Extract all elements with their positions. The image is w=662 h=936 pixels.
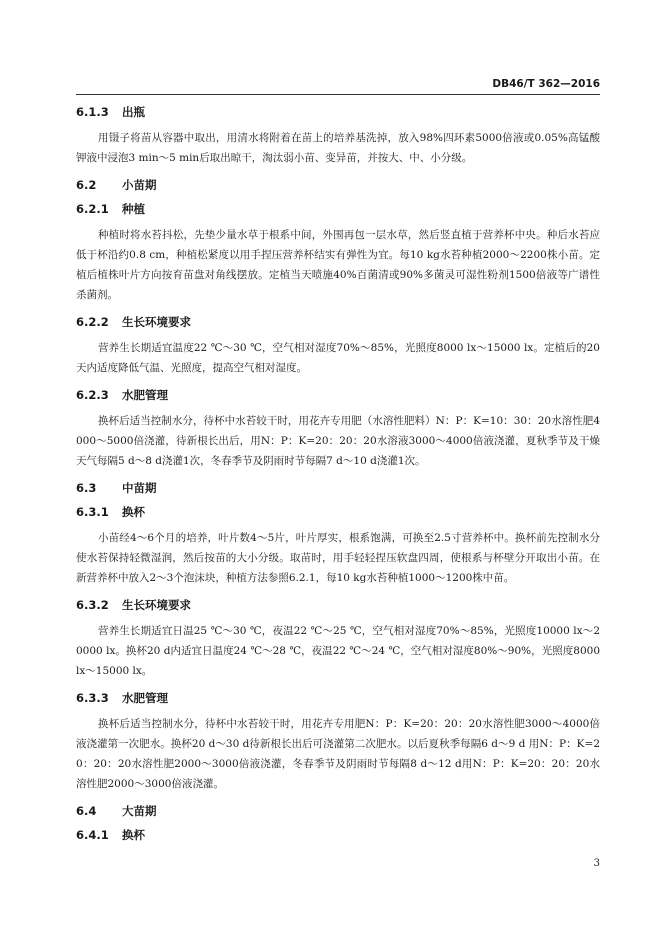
- section-title: 大苗期: [122, 804, 157, 818]
- section-paragraph: 营养生长期适宜日温25 ℃～30 ℃，夜温22 ℃～25 ℃，空气相对湿度70%～85%，光照度10000 lx～20000 lx。换杯20 d内适宜日温度24 ℃～28 ℃，夜温22 ℃～24 ℃，空气相对湿度80%～90%，光照度8000 lx～15000 lx。: [76, 625, 600, 677]
- section-title: 小苗期: [122, 178, 157, 192]
- section-paragraph: 种植时将水苔抖松，先垫少量水草于根系中间，外围再包一层水草，然后竖直植于营养杯中央。种后水苔应低于杯沿约0.8 cm，种植松紧度以用手捏压营养杯结实有弹性为宜。每10 kg水苔种植2000～2200株小苗。定植后植株叶片方向按育苗盘对角线摆放。定植当天喷施40%百菌清或90%多菌灵可湿性粉剂1500倍液等广谱性杀菌剂。: [76, 229, 600, 301]
- section-number: 6.2.2: [76, 315, 109, 329]
- section-paragraph: 营养生长期适宜温度22 ℃～30 ℃，空气相对湿度70%～85%，光照度8000 lx～15000 lx。定植后的20天内适度降低气温、光照度，提高空气相对湿度。: [76, 342, 600, 374]
- section-heading: [76, 480, 600, 496]
- section-heading: [76, 314, 600, 330]
- section-heading: [76, 803, 600, 819]
- section-title: 换杯: [122, 828, 145, 842]
- section-number: 6.2.3: [76, 388, 109, 402]
- section-title: 生长环境要求: [122, 598, 191, 612]
- section-heading: [76, 504, 600, 520]
- section-number: 6.4: [76, 804, 97, 818]
- section-number: 6.4.1: [76, 828, 109, 842]
- section-number: 6.3.2: [76, 598, 109, 612]
- section-heading: [76, 597, 600, 613]
- section-title: 水肥管理: [122, 388, 168, 402]
- page-number: 3: [593, 858, 600, 869]
- section-paragraph: 换杯后适当控制水分，待杯中水苔较干时，用花卉专用肥（水溶性肥料）N：P：K=10：30：20水溶性肥4000～5000倍浇灌，待新根长出后，用N：P：K=20：20：20水溶液3000～4000倍液浇灌，夏秋季节及干燥天气每隔5 d～8 d浇灌1次，冬春季节及阴雨时节每隔7 d～10 d浇灌1次。: [76, 415, 600, 467]
- section-heading: [76, 827, 600, 843]
- section-number: 6.3.1: [76, 505, 109, 519]
- section-title: 出瓶: [122, 105, 145, 119]
- section-number: 6.2: [76, 178, 97, 192]
- section-number: 6.1.3: [76, 105, 109, 119]
- section-title: 换杯: [122, 505, 145, 519]
- section-heading: [76, 201, 600, 217]
- section-number: 6.3: [76, 481, 97, 495]
- section-heading: [76, 104, 600, 120]
- section-title: 生长环境要求: [122, 315, 191, 329]
- section-number: 6.3.3: [76, 691, 109, 705]
- section-paragraph: 用镊子将苗从容器中取出，用清水将附着在苗上的培养基洗掉，放入98%四环素5000倍液或0.05%高锰酸钾液中浸泡3 min～5 min后取出晾干，淘汰弱小苗、变异苗，并按大、中、小分级。: [76, 132, 600, 164]
- document-code-header: DB46/T 362—2016: [492, 78, 600, 90]
- document-body: [76, 104, 600, 851]
- section-title: 中苗期: [122, 481, 157, 495]
- section-title: 水肥管理: [122, 691, 168, 705]
- section-paragraph: 小苗经4～6个月的培养，叶片数4～5片，叶片厚实，根系饱满，可换至2.5寸营养杯中。换杯前先控制水分使水苔保持轻微湿润，然后按苗的大小分级。取苗时，用手轻轻捏压软盘四周，使根系与杯壁分开取出小苗。在新营养杯中放入2～3个泡沫块，种植方法参照6.2.1，每10 kg水苔种植1000～1200株中苗。: [76, 532, 600, 584]
- section-heading: [76, 690, 600, 706]
- section-paragraph: 换杯后适当控制水分，待杯中水苔较干时，用花卉专用肥N：P：K=20：20：20水溶性肥3000～4000倍液浇灌第一次肥水。换杯20 d～30 d待新根长出后可浇灌第二次肥水。以后夏秋季每隔6 d～9 d 用N：P：K=20：20：20水溶性肥2000～3000倍液浇灌，冬春季节及阴雨时节每隔8 d～12 d用N：P：K=20：20：20水溶性肥2000～3000倍液浇灌。: [76, 718, 600, 790]
- section-heading: [76, 387, 600, 403]
- section-number: 6.2.1: [76, 202, 109, 216]
- section-title: 种植: [122, 202, 145, 216]
- section-heading: [76, 177, 600, 193]
- header-rule: [76, 94, 600, 95]
